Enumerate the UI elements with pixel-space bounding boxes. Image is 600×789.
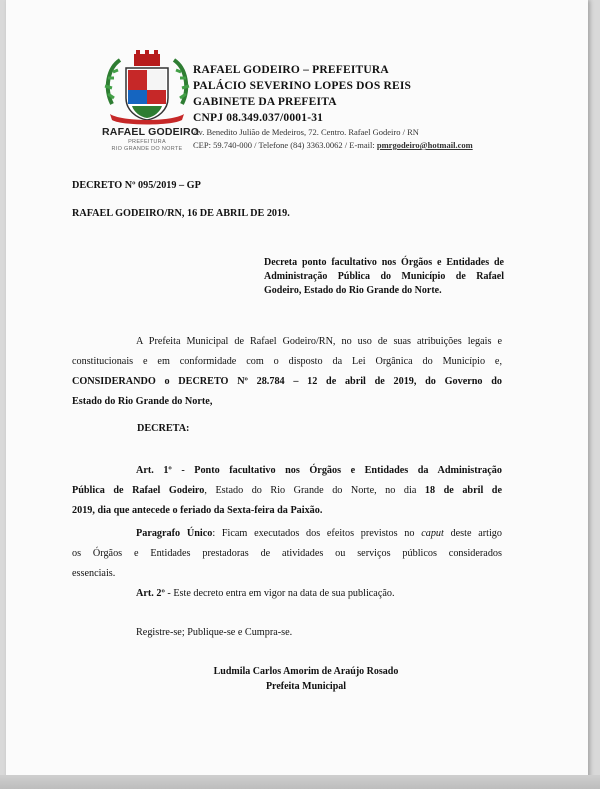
document-page xyxy=(6,0,588,780)
letterhead-line1: RAFAEL GODEIRO – PREFEITURA xyxy=(193,64,389,76)
intro-line-2: constitucionais e em conformidade com o disposto da Lei Orgânica do Município e, xyxy=(72,356,502,367)
logo-subtitle-line2: RIO GRANDE DO NORTE xyxy=(111,146,183,152)
summary-line-1: Decreta ponto facultativo nos Órgãos e Entidades de xyxy=(264,257,504,268)
article-2 xyxy=(136,588,395,599)
paragrafo-line-2: os Órgãos e Entidades prestadoras de atividades ou serviços públicos considerados xyxy=(72,548,502,559)
letterhead-contact-text: CEP: 59.740-000 / Telefone (84) 3363.0062 / E-mail: xyxy=(193,140,377,150)
art1-date: 18 de abril de xyxy=(424,485,502,496)
paragrafo-line-1 xyxy=(72,524,502,544)
letterhead-contact xyxy=(193,139,473,152)
paragrafo-line-3: essenciais. xyxy=(72,568,116,579)
decree-number: DECRETO Nº 095/2019 – GP xyxy=(72,180,201,191)
logo-subtitle xyxy=(102,139,192,153)
art1-entity: Pública de Rafael Godeiro xyxy=(72,485,205,496)
logo-subtitle-line1: PREFEITURA xyxy=(128,139,166,145)
page-edge-shadow xyxy=(0,775,600,789)
decree-place-date: RAFAEL GODEIRO/RN, 16 DE ABRIL DE 2019. xyxy=(72,208,290,219)
logo-name: RAFAEL GODEIRO xyxy=(102,126,200,138)
paragrafo-text-b: deste artigo xyxy=(443,528,502,539)
signatory-role: Prefeita Municipal xyxy=(265,681,347,692)
letterhead-email-link[interactable]: pmrgodeiro@hotmail.com xyxy=(376,140,473,150)
letterhead-line2: PALÁCIO SEVERINO LOPES DOS REIS xyxy=(193,80,412,92)
art2-text: - Este decreto entra em vigor na data de sua publicação. xyxy=(164,588,395,599)
art1-line-2 xyxy=(72,481,502,501)
signatory-name: Ludmila Carlos Amorim de Araújo Rosado xyxy=(213,666,399,677)
paragrafo-caput: caput xyxy=(421,528,444,539)
intro-line-1: A Prefeita Municipal de Rafael Godeiro/RN, no uso de suas atribuições legais e xyxy=(136,336,502,347)
art1-line-1: Art. 1º - Ponto facultativo nos Órgãos e Entidades da Administração xyxy=(136,465,502,476)
letterhead-line3: GABINETE DA PREFEITA xyxy=(193,96,337,108)
letterhead xyxy=(193,62,473,152)
summary-line-3: Godeiro, Estado do Rio Grande do Norte. xyxy=(264,285,442,296)
art1-location: , Estado do Rio Grande do Norte, no dia xyxy=(204,485,425,496)
signature-block xyxy=(156,664,456,694)
closing-text: Registre-se; Publique-se e Cumpra-se. xyxy=(136,627,293,638)
intro-line-3: CONSIDERANDO o DECRETO Nº 28.784 – 12 de abril de 2019, do Governo do xyxy=(72,376,502,387)
decreta-heading: DECRETA: xyxy=(137,423,190,434)
art2-label: Art. 2º xyxy=(136,588,165,599)
decree-summary xyxy=(264,256,504,298)
paragrafo-unico xyxy=(72,524,502,584)
intro-paragraph xyxy=(72,332,502,412)
article-1 xyxy=(72,461,502,521)
paragrafo-text-a: : Ficam executados dos efeitos previstos no xyxy=(212,528,422,539)
letterhead-cnpj: CNPJ 08.349.037/0001-31 xyxy=(193,112,324,124)
art1-line-3: 2019, dia que antecede o feriado da Sexta-feira da Paixão. xyxy=(72,505,323,516)
summary-line-2: Administração Pública do Município de Rafael xyxy=(264,271,504,282)
intro-line-4: Estado do Rio Grande do Norte, xyxy=(72,396,213,407)
letterhead-address: Av. Benedito Julião de Medeiros, 72. Centro. Rafael Godeiro / RN xyxy=(193,127,419,137)
paragrafo-label: Paragrafo Único xyxy=(136,528,213,539)
